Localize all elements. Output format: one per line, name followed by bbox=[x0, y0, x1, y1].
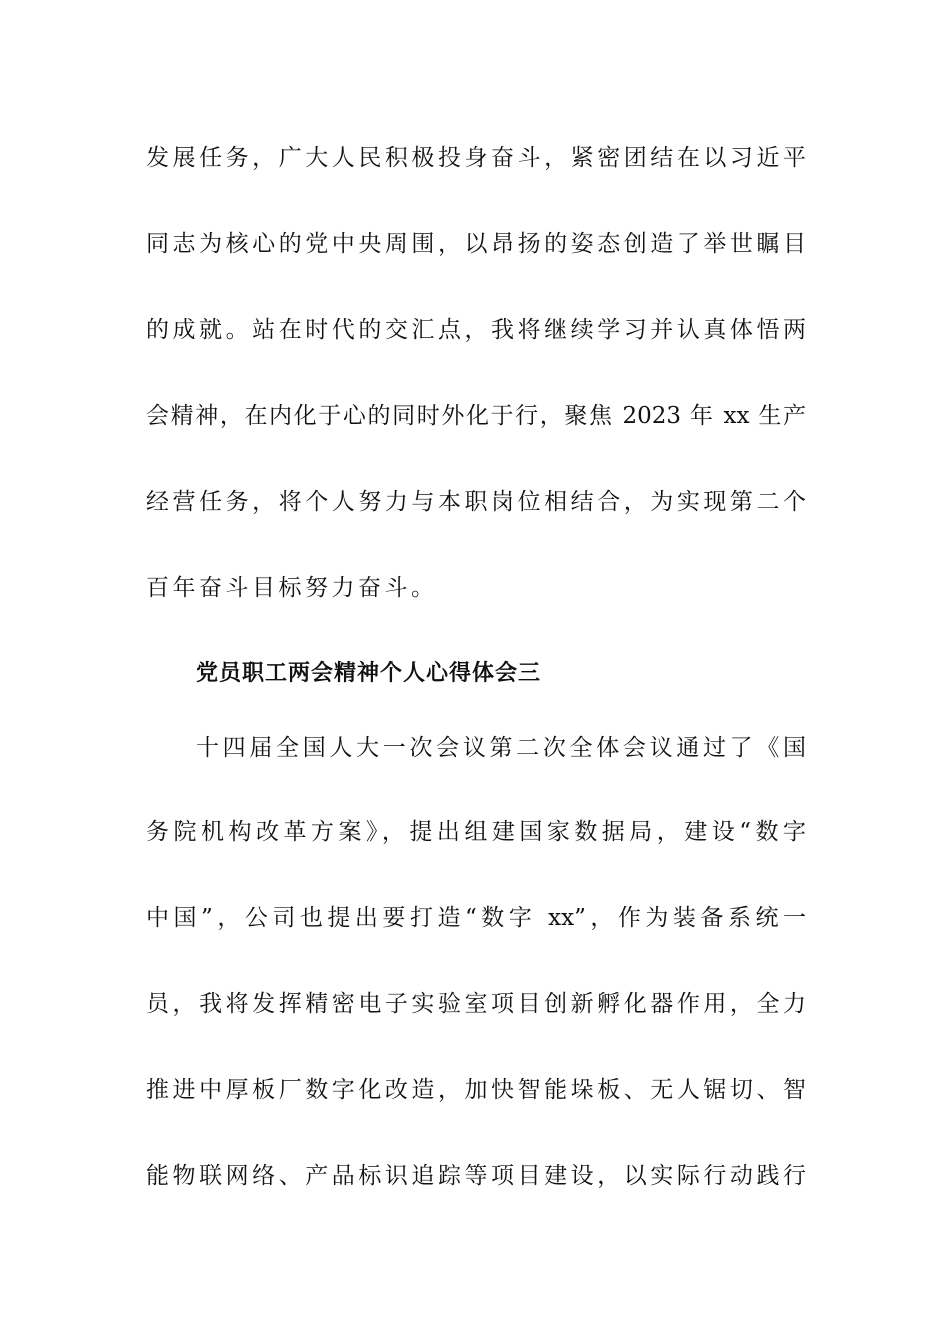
section-heading: 党员职工两会精神个人心得体会三 bbox=[196, 661, 542, 686]
paragraph-line: 经营任务，将个人努力与本职岗位相结合，为实现第二个 bbox=[146, 489, 806, 515]
paragraph-line: 能物联网络、产品标识追踪等项目建设，以实际行动践行 bbox=[146, 1163, 806, 1189]
paragraph-line: 推进中厚板厂数字化改造，加快智能垛板、无人锯切、智 bbox=[146, 1077, 806, 1103]
paragraph-line: 员，我将发挥精密电子实验室项目创新孵化器作用，全力 bbox=[146, 991, 806, 1017]
paragraph-line: 同志为核心的党中央周围，以昂扬的姿态创造了举世瞩目 bbox=[146, 231, 806, 257]
paragraph-line: 的成就。站在时代的交汇点，我将继续学习并认真体悟两 bbox=[146, 317, 806, 343]
paragraph-line: 十四届全国人大一次会议第二次全体会议通过了《国 bbox=[196, 735, 806, 761]
paragraph-line: 百年奋斗目标努力奋斗。 bbox=[146, 575, 438, 601]
paragraph-line: 中国”，公司也提出要打造“数字 xx”，作为装备系统一 bbox=[146, 905, 806, 931]
paragraph-line: 发展任务，广大人民积极投身奋斗，紧密团结在以习近平 bbox=[146, 145, 806, 171]
paragraph-line: 务院机构改革方案》，提出组建国家数据局，建设“数字 bbox=[146, 819, 806, 845]
paragraph-line: 会精神，在内化于心的同时外化于行，聚焦 2023 年 xx 生产 bbox=[146, 403, 806, 429]
